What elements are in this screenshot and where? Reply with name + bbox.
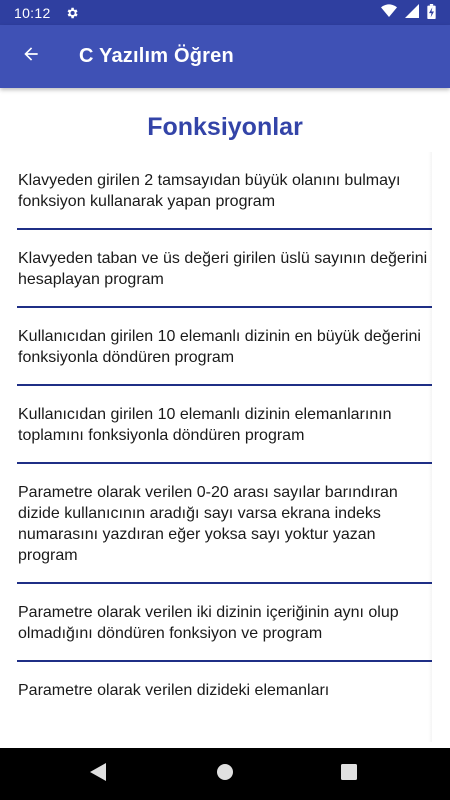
signal-icon: [405, 4, 419, 21]
navigation-bar: [0, 748, 450, 800]
content-area[interactable]: [0, 88, 450, 748]
scroll-edge: [428, 152, 432, 742]
back-triangle-icon: [90, 763, 106, 786]
status-bar: [0, 0, 450, 25]
gear-icon: [65, 6, 79, 20]
recents-square-icon: [341, 764, 357, 785]
list-item[interactable]: Kullanıcıdan girilen 10 elemanlı dizinin en büyük değerini fonksiyonla döndüren program: [17, 308, 432, 386]
list-item[interactable]: Klavyeden taban ve üs değeri girilen üslü sayının değerini hesaplayan program: [17, 230, 432, 308]
list-item[interactable]: Parametre olarak verilen 0-20 arası sayılar barındıran dizide kullanıcının aradığı sayı varsa ekrana indeks numarasını yazdıran eğer yoksa sayı yoktur yazan program: [17, 464, 432, 584]
nav-recents-button[interactable]: [337, 762, 361, 786]
battery-charging-icon: [427, 4, 436, 22]
page-title: Fonksiyonlar: [147, 113, 303, 141]
topic-list: [0, 152, 450, 717]
list-item[interactable]: Parametre olarak verilen dizideki elemanları: [18, 682, 330, 699]
list-item[interactable]: Kullanıcıdan girilen 10 elemanlı dizinin elemanlarının toplamını fonksiyonla döndüren program: [17, 386, 432, 464]
home-circle-icon: [216, 763, 234, 786]
app-bar: [0, 25, 450, 88]
arrow-back-icon: [21, 44, 41, 69]
status-time: 10:12: [14, 4, 51, 21]
list-item[interactable]: Parametre olarak verilen iki dizinin içeriğinin aynı olup olmadığını döndüren fonksiyon ve program: [17, 584, 432, 662]
list-item[interactable]: Klavyeden girilen 2 tamsayıdan büyük olanını bulmayı fonksiyon kullanarak yapan program: [17, 152, 432, 230]
app-title: C Yazılım Öğren: [79, 45, 234, 67]
status-icons: [381, 4, 436, 22]
nav-home-button[interactable]: [213, 762, 237, 786]
back-button[interactable]: [0, 25, 62, 88]
nav-back-button[interactable]: [86, 762, 110, 786]
wifi-icon: [381, 4, 397, 21]
